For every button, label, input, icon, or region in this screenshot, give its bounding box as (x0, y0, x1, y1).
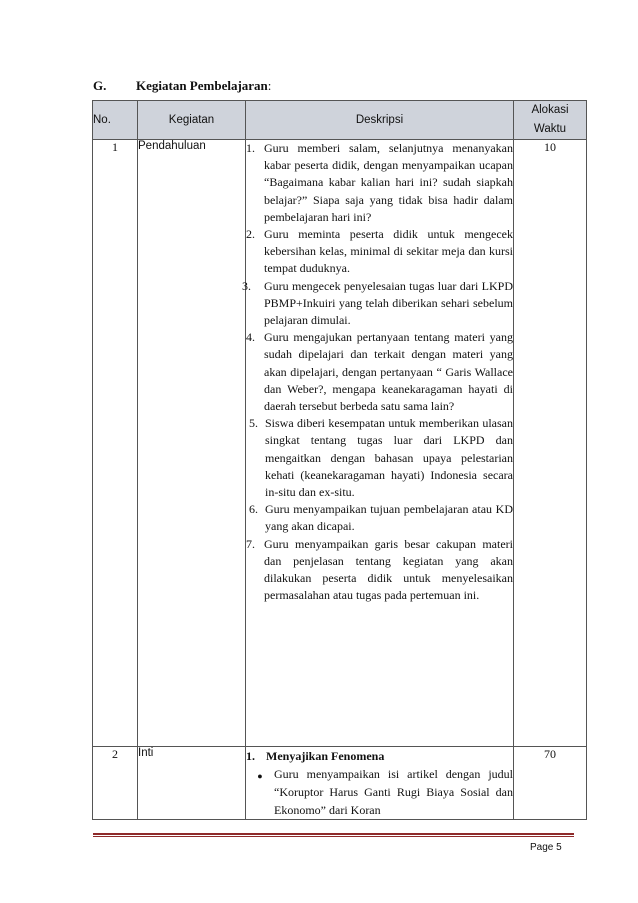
footer-rule-thin (93, 836, 574, 837)
row-kegiatan: Inti (138, 747, 246, 820)
table-row-inti (93, 747, 587, 820)
table-header-row (93, 101, 587, 140)
step-text: Guru mengecek penyelesaian tugas luar dari LKPD PBMP+Inkuiri yang telah diberikan sehari sebelum pelajaran dimulai. (264, 278, 513, 328)
page-number: Page 5 (530, 842, 562, 853)
step-text: Guru menyampaikan garis besar cakupan materi dan penjelasan tentang kegiatan yang akan dilakukan peserta didik untuk menyelesaikan permasalahan atau tugas pada pertemuan ini. (264, 536, 513, 603)
step-item (246, 226, 513, 278)
step-text: Siswa diberi kesempatan untuk memberikan ulasan singkat tentang tugas luar dari LKPD dan mengaitkan dengan bahasan upaya pelestarian kehati (keanekaragaman hayati) Indonesia secara in-situ dan ex-situ. (265, 416, 513, 500)
row-number: 1 (93, 140, 138, 747)
row-deskripsi (246, 747, 514, 820)
section-title: Kegiatan Pembelajaran (136, 78, 268, 93)
step-item (246, 501, 513, 535)
header-alokasi-line2: Waktu (533, 123, 567, 135)
bullet-item (246, 765, 513, 819)
step-text: Guru mengajukan pertanyaan tentang materi yang sudah dipelajari dan terkait dengan materi yang akan dipelajari, dengan pertanyaan “ Garis Wallace dan Weber?, mengapa keanekaragaman hayati di daerah tersebut berbeda satu sama lain? (264, 330, 513, 414)
footer-rule (93, 833, 574, 835)
step-number: 1. (246, 141, 255, 155)
step-item (246, 140, 513, 226)
step-number: 5. (249, 416, 258, 431)
phase-number: 1. (246, 749, 255, 763)
bullet-text: Guru menyampaikan isi artikel dengan judul “Koruptor Harus Ganti Rugi Biaya Sosial dan Ekonomo” dari Koran (274, 767, 513, 817)
table-row-pendahuluan (93, 140, 587, 747)
step-item (246, 329, 513, 415)
header-alokasi (514, 101, 587, 140)
step-text: Guru memberi salam, selanjutnya menanyakan kabar peserta didik, dengan menyampaikan ucapan “Bagaimana kabar kalian hari ini? sudah siapkah belajar?” Siapa saja yang tidak bisa hadir dalam pembelajaran hari ini? (264, 141, 513, 224)
section-letter: G. (93, 78, 107, 93)
step-item (246, 415, 513, 501)
step-number: 2. (246, 227, 255, 242)
row-number: 2 (93, 747, 138, 820)
phase-heading (246, 747, 513, 765)
bullet-icon: ● (257, 771, 263, 781)
step-number: 3. (242, 278, 251, 293)
header-deskripsi: Deskripsi (246, 101, 514, 140)
row-alokasi: 10 (514, 140, 587, 747)
row-kegiatan: Pendahuluan (138, 140, 246, 747)
step-item (246, 536, 513, 605)
step-item (242, 278, 513, 330)
step-number: 7. (246, 536, 255, 551)
step-text: Guru meminta peserta didik untuk mengecek kebersihan kelas, minimal di sekitar meja dan kursi tempat duduknya. (264, 227, 513, 276)
header-no: No. (93, 101, 138, 140)
activity-table (92, 100, 587, 820)
row-deskripsi (242, 140, 514, 747)
section-heading (93, 78, 271, 94)
header-alokasi-line1: Alokasi (531, 104, 569, 116)
step-number: 4. (246, 330, 255, 345)
header-kegiatan: Kegiatan (138, 101, 246, 140)
step-number: 6. (249, 502, 258, 517)
phase-title: Menyajikan Fenomena (266, 749, 385, 763)
section-colon: : (267, 78, 272, 93)
step-text: Guru menyampaikan tujuan pembelajaran atau KD yang akan dicapai. (265, 502, 513, 534)
row-alokasi: 70 (514, 747, 587, 820)
